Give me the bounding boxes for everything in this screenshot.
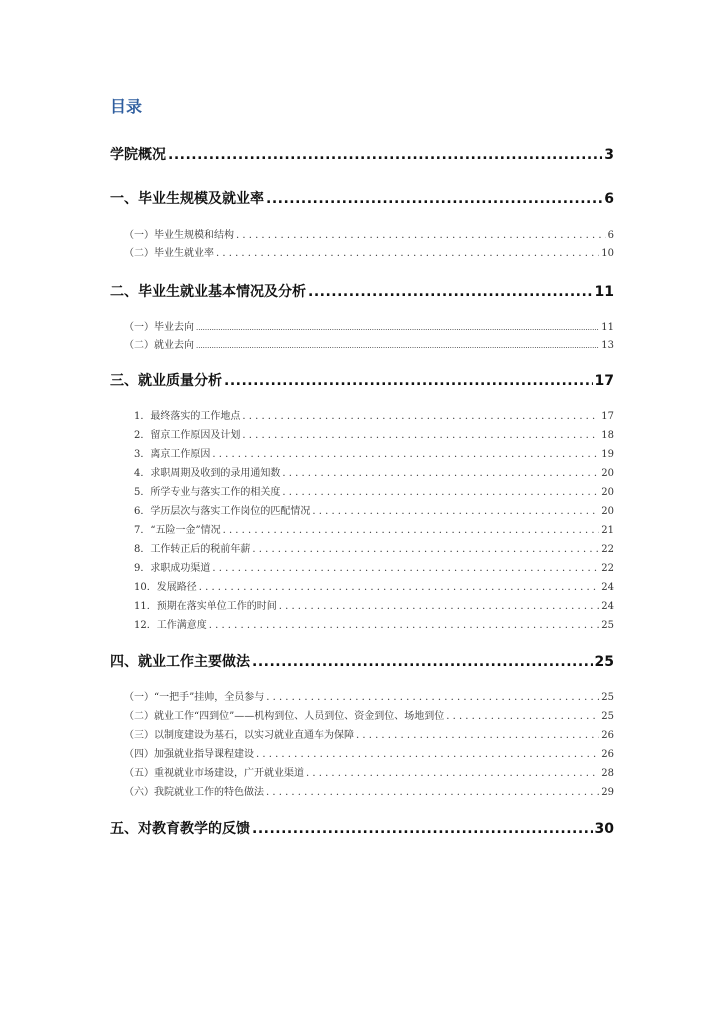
toc-label: 3．离京工作原因 xyxy=(134,449,211,460)
toc-page-number: 6 xyxy=(607,230,614,241)
toc-label: 9．求职成功渠道 xyxy=(134,563,211,574)
toc-page-number: 21 xyxy=(601,525,614,536)
toc-page-number: 24 xyxy=(601,582,614,593)
toc-label: （三）以制度建设为基石，以实习就业直通车为保障 xyxy=(124,730,354,741)
dot-leader xyxy=(199,582,600,593)
dot-leader xyxy=(252,654,593,670)
dot-leader xyxy=(212,563,599,574)
toc-label: （六）我院就业工作的特色做法 xyxy=(124,787,264,798)
toc-item[interactable] xyxy=(134,559,614,574)
toc-label: 11．预期在落实单位工作的时间 xyxy=(134,601,277,612)
dot-leader xyxy=(282,468,599,479)
dot-leader xyxy=(196,340,599,351)
dot-leader xyxy=(266,787,599,798)
toc-page-number: 19 xyxy=(601,449,614,460)
dot-leader xyxy=(356,730,599,741)
dot-leader xyxy=(266,191,602,207)
toc-page-number: 17 xyxy=(594,373,614,389)
toc-item[interactable] xyxy=(134,502,614,517)
dot-leader xyxy=(252,544,599,555)
dot-leader xyxy=(209,620,600,631)
toc-section-4[interactable] xyxy=(110,651,614,671)
toc-page-number: 29 xyxy=(601,787,614,798)
toc-section-overview[interactable] xyxy=(110,144,614,164)
toc-page-number: 26 xyxy=(601,749,614,760)
toc-item[interactable] xyxy=(134,483,614,498)
toc-label: 8．工作转正后的税前年薪 xyxy=(134,544,251,555)
toc-page-number: 6 xyxy=(604,191,614,207)
toc-page-number: 20 xyxy=(601,468,614,479)
toc-title: 目录 xyxy=(110,97,143,116)
toc-label: 学院概况 xyxy=(110,147,166,163)
toc-label: （五）重视就业市场建设，广开就业渠道 xyxy=(124,768,304,779)
toc-section-5[interactable] xyxy=(110,818,614,838)
toc-item[interactable] xyxy=(134,426,614,441)
toc-label: （二）就业工作“四到位”——机构到位、人员到位、资金到位、场地到位 xyxy=(124,711,445,722)
dot-leader xyxy=(242,411,599,422)
dot-leader xyxy=(223,525,600,536)
toc-label: （一）毕业生规模和结构 xyxy=(124,230,234,241)
dot-leader xyxy=(282,487,599,498)
toc-label: （一）毕业去向 xyxy=(124,322,194,333)
toc-item[interactable] xyxy=(134,616,614,631)
toc-page-number: 24 xyxy=(601,601,614,612)
toc-subsection[interactable] xyxy=(124,707,614,722)
toc-item[interactable] xyxy=(134,445,614,460)
toc-subsection[interactable] xyxy=(124,336,614,351)
toc-label: 二、毕业生就业基本情况及分析 xyxy=(110,284,306,300)
toc-item[interactable] xyxy=(134,464,614,479)
dot-leader xyxy=(212,449,599,460)
toc-label: 四、就业工作主要做法 xyxy=(110,654,250,670)
dot-leader xyxy=(266,692,599,703)
toc-page-number: 20 xyxy=(601,506,614,517)
toc-subsection[interactable] xyxy=(124,318,614,333)
toc-page-number: 20 xyxy=(601,487,614,498)
toc-page-number: 13 xyxy=(601,340,614,351)
dot-leader xyxy=(312,506,599,517)
toc-label: 6．学历层次与落实工作岗位的匹配情况 xyxy=(134,506,311,517)
toc-label: 五、对教育教学的反馈 xyxy=(110,821,250,837)
toc-item[interactable] xyxy=(134,578,614,593)
toc-section-2[interactable] xyxy=(110,281,614,301)
toc-page-number: 30 xyxy=(594,821,614,837)
toc-page-number: 25 xyxy=(601,711,614,722)
toc-page-number: 25 xyxy=(601,620,614,631)
dot-leader xyxy=(224,373,593,389)
toc-page-number: 25 xyxy=(594,654,614,670)
toc-label: 4．求职周期及收到的录用通知数 xyxy=(134,468,281,479)
toc-label: 10．发展路径 xyxy=(134,582,197,593)
toc-item[interactable] xyxy=(134,407,614,422)
toc-label: （一）“一把手”挂帅，全员参与 xyxy=(124,692,265,703)
dot-leader xyxy=(306,768,599,779)
toc-subsection[interactable] xyxy=(124,244,614,259)
dot-leader xyxy=(168,147,602,163)
dot-leader xyxy=(236,230,606,241)
toc-label: 12．工作满意度 xyxy=(134,620,207,631)
toc-subsection[interactable] xyxy=(124,745,614,760)
dot-leader xyxy=(308,284,593,300)
toc-label: 2．留京工作原因及计划 xyxy=(134,430,241,441)
dot-leader xyxy=(256,749,599,760)
toc-subsection[interactable] xyxy=(124,726,614,741)
toc-subsection[interactable] xyxy=(124,226,614,241)
toc-page-number: 28 xyxy=(601,768,614,779)
toc-page-number: 11 xyxy=(594,284,614,300)
toc-item[interactable] xyxy=(134,597,614,612)
toc-subsection[interactable] xyxy=(124,688,614,703)
toc-item[interactable] xyxy=(134,521,614,536)
toc-label: 7．“五险一金”情况 xyxy=(134,525,221,536)
toc-page-number: 3 xyxy=(604,147,614,163)
dot-leader xyxy=(279,601,600,612)
toc-page-number: 22 xyxy=(601,544,614,555)
toc-label: （四）加强就业指导课程建设 xyxy=(124,749,254,760)
dot-leader xyxy=(446,711,599,722)
dot-leader xyxy=(252,821,593,837)
toc-section-1[interactable] xyxy=(110,188,614,208)
dot-leader xyxy=(242,430,599,441)
toc-page-number: 25 xyxy=(601,692,614,703)
toc-page-number: 22 xyxy=(601,563,614,574)
toc-subsection[interactable] xyxy=(124,783,614,798)
toc-page-number: 11 xyxy=(601,322,614,333)
dot-leader xyxy=(196,322,599,333)
toc-label: 一、毕业生规模及就业率 xyxy=(110,191,264,207)
toc-page-number: 17 xyxy=(601,411,614,422)
toc-label: （二）毕业生就业率 xyxy=(124,248,214,259)
toc-label: （二）就业去向 xyxy=(124,340,194,351)
toc-page-number: 18 xyxy=(601,430,614,441)
toc-label: 1．最终落实的工作地点 xyxy=(134,411,241,422)
toc-label: 三、就业质量分析 xyxy=(110,373,222,389)
toc-section-3[interactable] xyxy=(110,370,614,390)
toc-label: 5．所学专业与落实工作的相关度 xyxy=(134,487,281,498)
dot-leader xyxy=(216,248,599,259)
toc-page-number: 10 xyxy=(601,248,614,259)
toc-subsection[interactable] xyxy=(124,764,614,779)
toc-page-number: 26 xyxy=(601,730,614,741)
toc-item[interactable] xyxy=(134,540,614,555)
